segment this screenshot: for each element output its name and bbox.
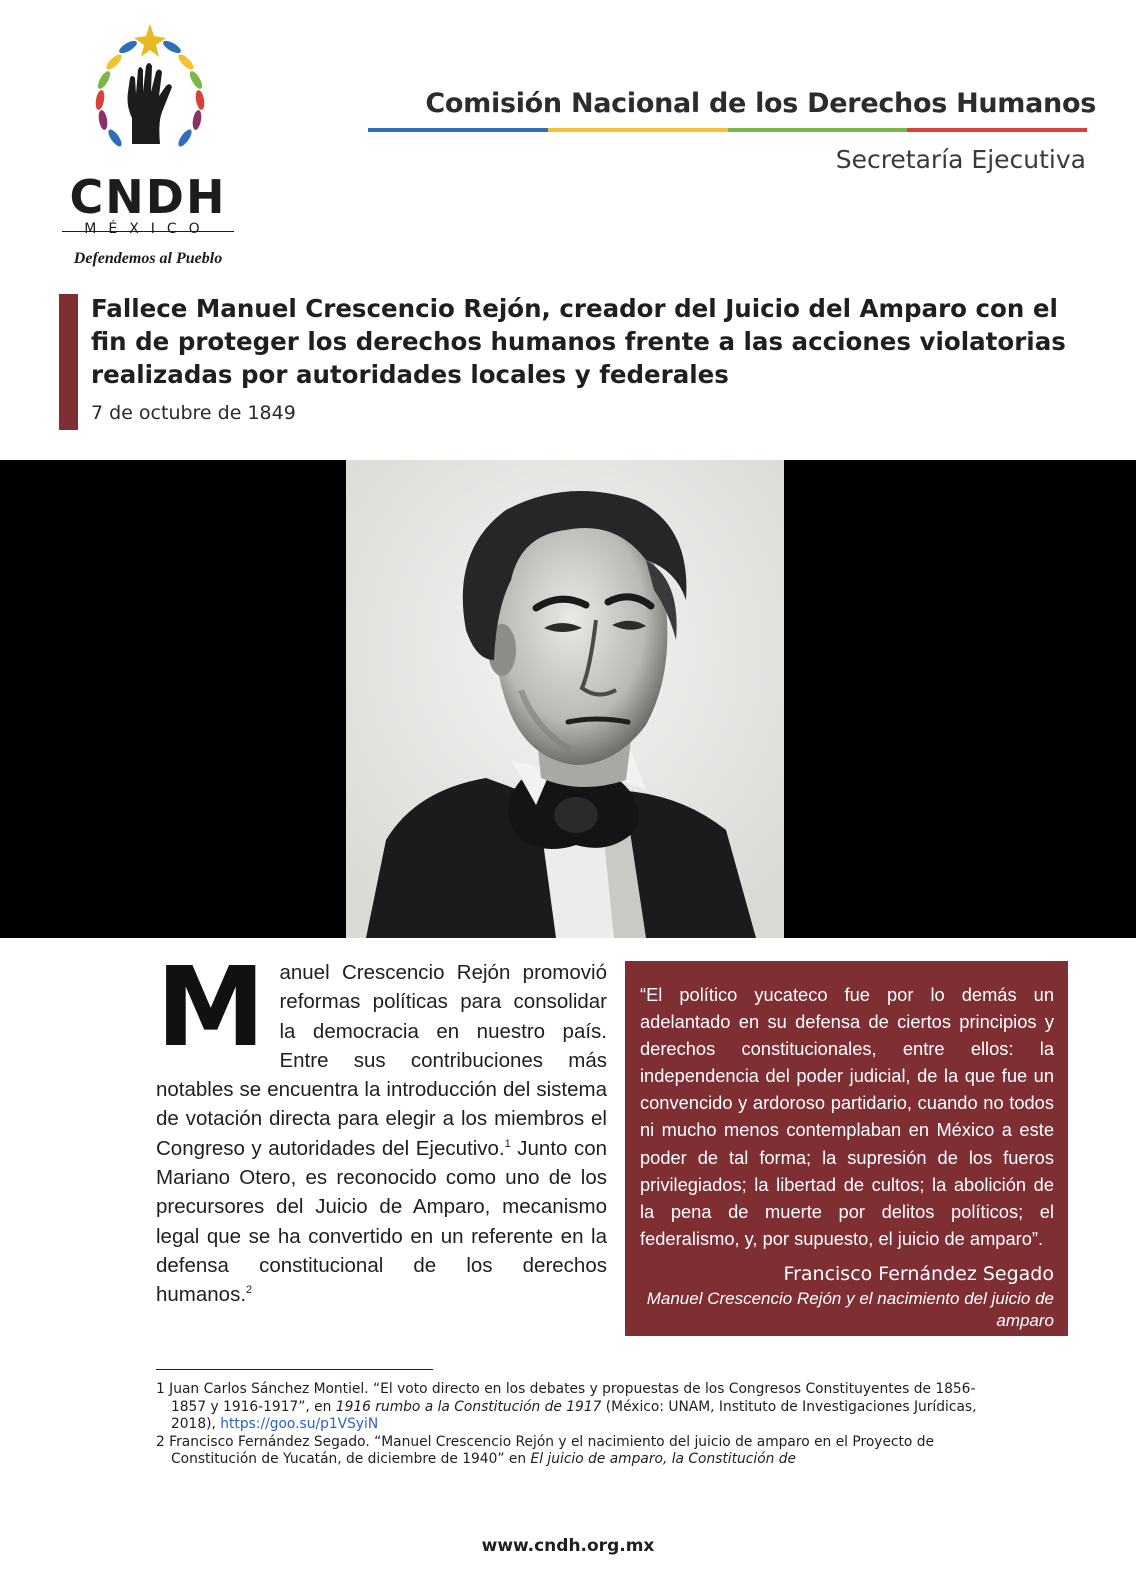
footnote-2-title: El juicio de amparo, la Constitución de [530, 1451, 797, 1467]
footnote-2-text-a: Francisco Fernández Segado. “Manuel Crescencio Rejón y el nacimiento del juicio de amparo en el Proyecto de Constitución de Yucatán, de diciembre de 1940” en [164, 1433, 935, 1467]
raised-hand-laurel-icon [70, 22, 230, 172]
footnote-1-text-b: (México: UNAM, Instituto de Investigaciones Jurídicas, 2018), [171, 1398, 977, 1432]
laurel-leaf [188, 69, 205, 90]
pull-quote-source: Manuel Crescencio Rejón y el nacimiento del juicio de amparo [646, 1288, 1054, 1330]
tricolor-segment [728, 128, 908, 132]
logo-country: MÉXICO [84, 221, 212, 237]
laurel-leaf [117, 39, 138, 56]
cndh-logo [50, 22, 250, 267]
pull-quote-author: Francisco Fernández Segado [783, 1262, 1054, 1285]
footnote-1-text-a: Juan Carlos Sánchez Montiel. “El voto directo en los debates y propuestas de los Congresos Constituyentes de 1856-1857 y 1916-1917”, en [164, 1381, 976, 1415]
footnote-1-number: 1 [156, 1381, 165, 1397]
laurel-leaf [194, 89, 205, 110]
headline-accent-bar [59, 294, 78, 430]
footnote-1 [156, 1381, 986, 1434]
footnotes [156, 1381, 986, 1469]
laurel-leaf [176, 128, 194, 149]
logo-slogan: Defendemos al Pueblo [73, 250, 223, 267]
laurel-leaf [94, 89, 105, 110]
footnote-2-number: 2 [156, 1433, 165, 1450]
laurel-leaf [96, 69, 113, 90]
pull-quote-text: “El político yucateco fue por lo demás un adelantado en su defensa de ciertos principios y derechos constitucionales, entre ellos: la independencia del poder judicial, de la que fue un convencido y ardoroso partidario, cuando no todos ni mucho menos contemplaban en México a este poder de tal forma; la supresión de los fueros privilegiados; la libertad de cultos; la abolición de la pena de muerte por delitos políticos; el federalismo, y, por supuesto, el juicio de amparo”. [640, 984, 1054, 1249]
portrait-drawing [346, 460, 784, 938]
laurel-leaf [176, 52, 196, 72]
portrait-image [346, 460, 784, 938]
body-text-part-1: anuel Crescencio Rejón promovió reformas políticas para consolidar la democracia en nuestro país. Entre sus contribuciones más notables se encuentra la introducción del sistema de votación directa para elegir a los miembros el Congreso y autoridades del Ejecutivo. [156, 961, 607, 1160]
footnote-1-title: 1916 rumbo a la Constitución de 1917 [335, 1398, 602, 1415]
laurel-leaf [161, 39, 182, 56]
footnote-ref-1[interactable]: 1 [504, 1137, 511, 1150]
organization-subtitle: Secretaría Ejecutiva [835, 145, 1086, 174]
pull-quote-box [625, 961, 1068, 1336]
footnote-2 [156, 1434, 986, 1469]
laurel-leaf [104, 52, 124, 72]
tricolor-segment [907, 128, 1087, 132]
article-headline: Fallece Manuel Crescencio Rejón, creador del Juicio del Amparo con el fin de proteger los derechos humanos frente a las acciones violatorias realizadas por autoridades locales y federales [91, 294, 1066, 389]
tricolor-bar [368, 128, 1087, 132]
body-text-part-2: Junto con Mariano Otero, es reconocido como uno de los precursores del Juicio de Amparo, mecanismo legal que se ha convertido en un referente en la defensa constitucional de los derechos humanos. [156, 1136, 608, 1307]
laurel-leaf [106, 128, 124, 149]
article-body [156, 943, 608, 1310]
footnote-divider [156, 1369, 433, 1370]
article-date: 7 de octubre de 1849 [91, 402, 296, 424]
footer-website-url[interactable]: www.cndh.org.mx [481, 1536, 655, 1556]
footnote-1-link[interactable]: https://goo.su/p1VSyiN [220, 1416, 379, 1432]
drop-cap: M [156, 943, 266, 1071]
tricolor-segment [368, 128, 548, 132]
organization-name: Comisión Nacional de los Derechos Humanos [425, 88, 1096, 119]
logo-acronym: CNDH [69, 170, 227, 224]
footnote-ref-2[interactable]: 2 [246, 1284, 253, 1297]
tricolor-segment [548, 128, 728, 132]
laurel-leaf [191, 109, 202, 130]
laurel-leaf [97, 109, 108, 130]
